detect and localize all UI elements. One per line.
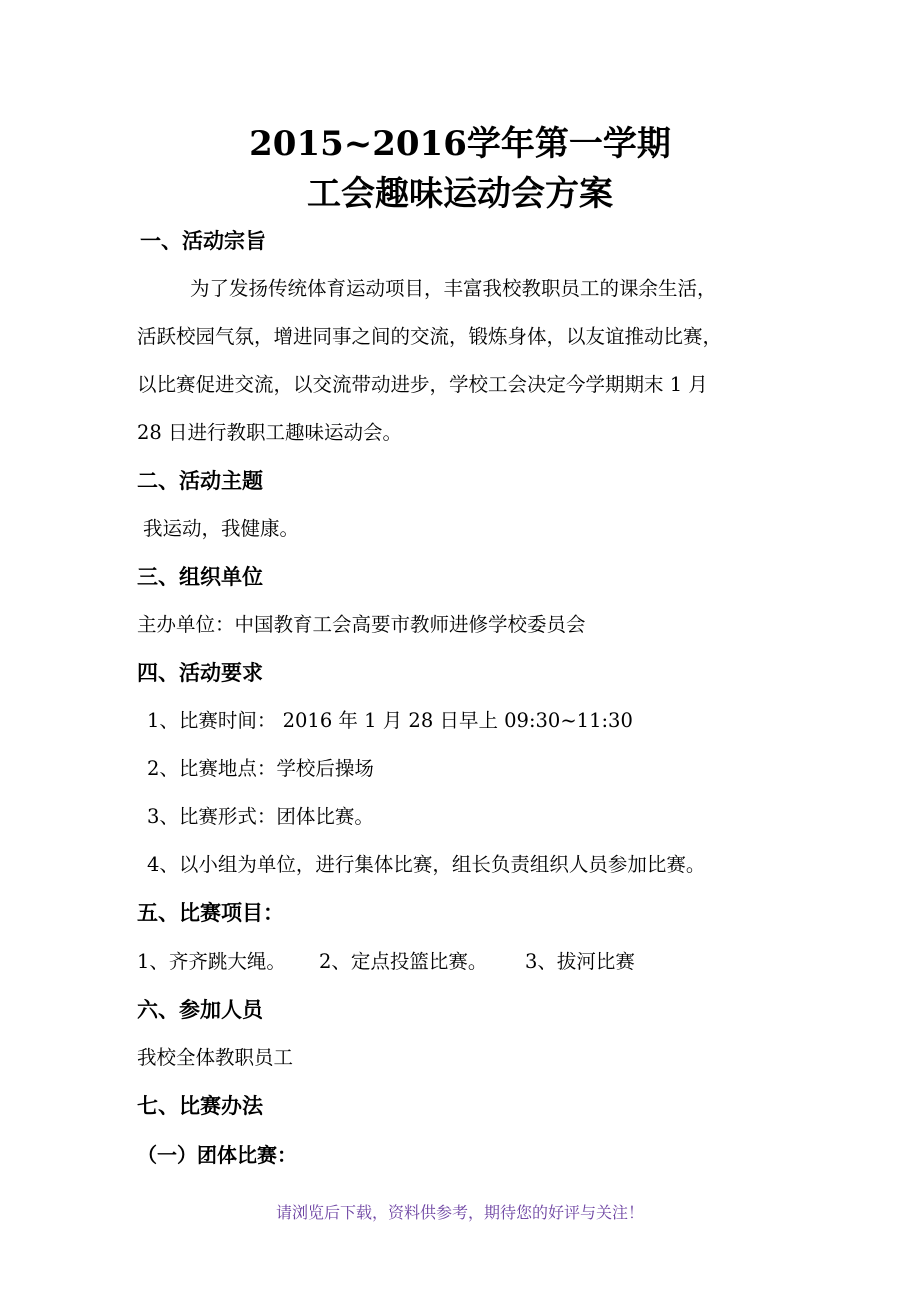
section-heading-organizer: 三、组织单位 [137, 565, 263, 589]
sub-heading-team-competition: （一）团体比赛： [137, 1143, 297, 1167]
section-heading-purpose: 一、活动宗旨 [140, 229, 266, 253]
event-item-2: 2、定点投篮比赛。 [319, 950, 488, 973]
section-heading-events: 五、比赛项目： [137, 901, 284, 925]
section-heading-requirements: 四、活动要求 [137, 661, 263, 685]
event-item-1: 1、齐齐跳大绳。 [137, 950, 286, 973]
document-title-line-1: 2015~2016学年第一学期 [249, 124, 671, 164]
requirement-item-1: 1、比赛时间： 2016 年 1 月 28 日早上 09:30~11:30 [147, 709, 633, 732]
organizer-text: 主办单位：中国教育工会高要市教师进修学校委员会 [137, 613, 586, 636]
footer-note: 请浏览后下载，资料供参考，期待您的好评与关注！ [275, 1203, 644, 1222]
participants-text: 我校全体教职员工 [137, 1046, 294, 1069]
purpose-line-1: 为了发扬传统体育运动项目，丰富我校教职员工的课余生活， [190, 277, 717, 300]
section-heading-theme: 二、活动主题 [137, 469, 263, 493]
document-title-line-2: 工会趣味运动会方案 [307, 174, 613, 214]
purpose-line-4: 28 日进行教职工趣味运动会。 [137, 421, 403, 444]
requirement-item-3: 3、比赛形式：团体比赛。 [147, 805, 374, 828]
purpose-line-3: 以比赛促进交流，以交流带动进步，学校工会决定今学期期末 1 月 [137, 373, 708, 396]
section-heading-participants: 六、参加人员 [137, 998, 263, 1022]
requirement-item-2: 2、比赛地点：学校后操场 [147, 757, 374, 780]
purpose-line-2: 活跃校园气氛，增进同事之间的交流，锻炼身体，以友谊推动比赛， [137, 325, 723, 348]
section-heading-competition-method: 七、比赛办法 [137, 1094, 263, 1118]
theme-text: 我运动，我健康。 [143, 517, 300, 540]
requirement-item-4: 4、以小组为单位，进行集体比赛，组长负责组织人员参加比赛。 [147, 853, 706, 876]
event-item-3: 3、拔河比赛 [525, 950, 635, 973]
